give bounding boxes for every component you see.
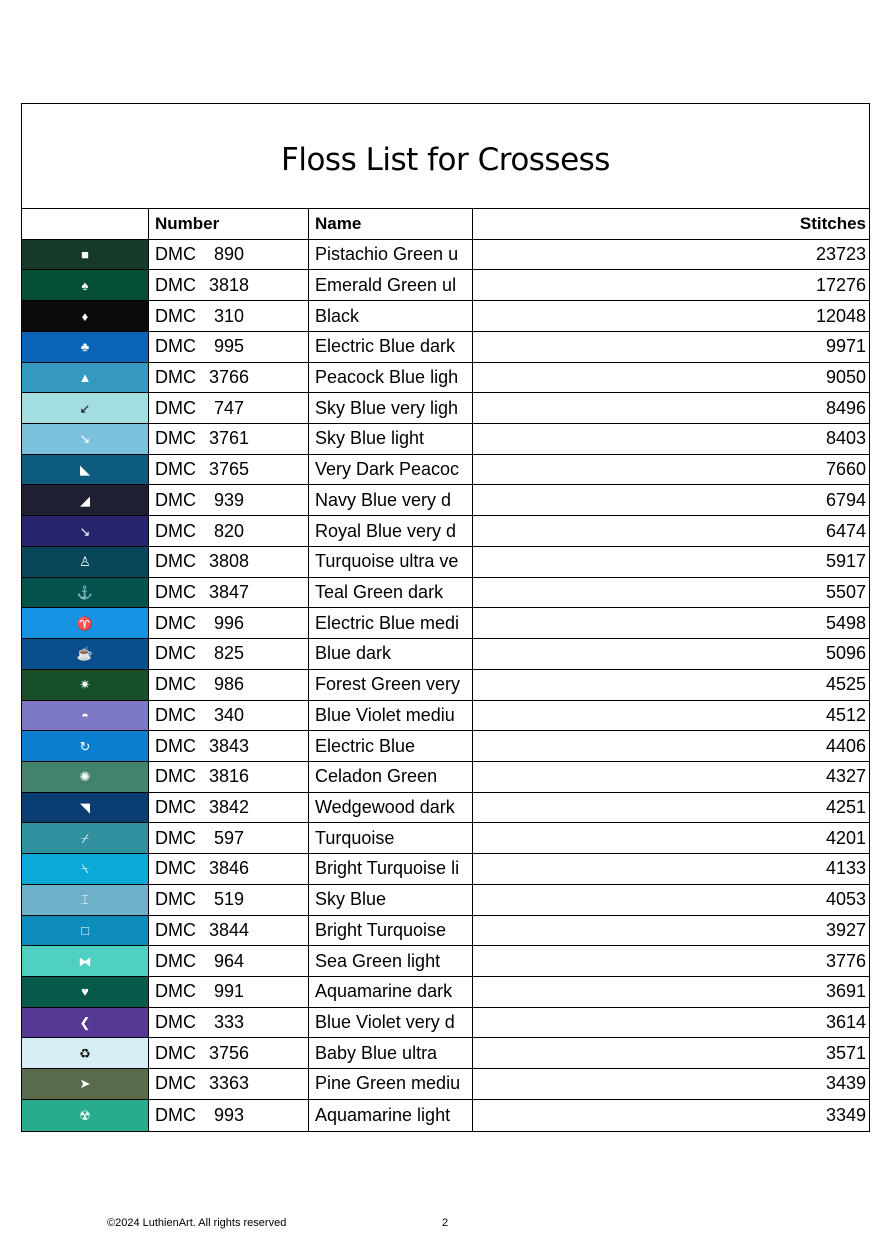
anchor-icon: ⚓ — [76, 584, 94, 600]
floss-name: Royal Blue very d — [309, 516, 473, 546]
stairs-up-icon: ⌿ — [81, 830, 89, 846]
table-row — [22, 916, 869, 947]
floss-name: Sky Blue very ligh — [309, 393, 473, 423]
floss-name: Aquamarine light — [309, 1100, 473, 1131]
hook-arrow-icon: ↘ — [79, 523, 91, 539]
table-row — [22, 670, 869, 701]
floss-name: Peacock Blue ligh — [309, 363, 473, 393]
floss-name: Very Dark Peacoc — [309, 455, 473, 485]
table-row — [22, 578, 869, 609]
floss-brand: DMC — [155, 428, 196, 449]
floss-code: 3818 — [208, 274, 250, 295]
spade-icon: ♠ — [81, 277, 89, 293]
table-row — [22, 270, 869, 301]
floss-number — [149, 731, 309, 761]
title-box — [22, 104, 869, 209]
stitch-count: 23723 — [815, 244, 866, 265]
floss-code: 964 — [213, 950, 245, 971]
header-symbol — [22, 209, 149, 239]
floss-name: Blue dark — [309, 639, 473, 669]
floss-number — [149, 547, 309, 577]
color-swatch — [22, 885, 149, 915]
radiation-icon: ☢ — [79, 1107, 91, 1123]
stitch-count: 3927 — [825, 919, 866, 940]
floss-brand: DMC — [155, 735, 196, 756]
floss-brand: DMC — [155, 919, 196, 940]
floss-number — [149, 977, 309, 1007]
floss-number — [149, 1008, 309, 1038]
stitch-count: 6794 — [825, 489, 866, 510]
stitch-count: 7660 — [825, 459, 866, 480]
floss-number — [149, 578, 309, 608]
table-row — [22, 301, 869, 332]
stitch-count: 4133 — [825, 858, 866, 879]
floss-name: Sky Blue light — [309, 424, 473, 454]
floss-number — [149, 762, 309, 792]
floss-code: 3808 — [208, 551, 250, 572]
header-stitches: Stitches — [799, 213, 866, 233]
floss-brand: DMC — [155, 520, 196, 541]
floss-brand: DMC — [155, 366, 196, 387]
color-swatch — [22, 455, 149, 485]
floss-code: 747 — [213, 397, 245, 418]
floss-brand: DMC — [155, 336, 196, 357]
table-row — [22, 1069, 869, 1100]
floss-brand: DMC — [155, 305, 196, 326]
color-swatch — [22, 977, 149, 1007]
color-swatch — [22, 485, 149, 515]
color-swatch — [22, 240, 149, 270]
floss-brand: DMC — [155, 827, 196, 848]
floss-code: 3765 — [208, 459, 250, 480]
table-row — [22, 731, 869, 762]
starburst-icon: ✷ — [79, 677, 91, 693]
page-title: Floss List for Crossess — [281, 142, 610, 178]
square-icon: ■ — [81, 247, 89, 263]
square-outline-icon: □ — [81, 922, 89, 938]
table-row — [22, 608, 869, 639]
floss-code: 3843 — [208, 735, 250, 756]
floss-code: 3846 — [208, 858, 250, 879]
color-swatch — [22, 332, 149, 362]
color-swatch — [22, 916, 149, 946]
table-row — [22, 363, 869, 394]
stitch-count: 3571 — [825, 1042, 866, 1063]
arrow-diagonal-down-left-icon: ↙ — [79, 400, 91, 416]
floss-number — [149, 608, 309, 638]
header-number: Number — [149, 209, 309, 239]
floss-code: 3847 — [208, 581, 250, 602]
floss-number — [149, 332, 309, 362]
stitch-count: 9971 — [825, 336, 866, 357]
floss-name: Electric Blue medi — [309, 608, 473, 638]
floss-code: 3842 — [208, 797, 250, 818]
table-row — [22, 639, 869, 670]
color-swatch — [22, 731, 149, 761]
floss-code: 991 — [213, 981, 245, 1002]
mug-icon: ☕ — [76, 646, 94, 662]
floss-name: Blue Violet mediu — [309, 701, 473, 731]
floss-brand: DMC — [155, 1104, 196, 1125]
floss-brand: DMC — [155, 612, 196, 633]
heart-circle-icon: ♥ — [81, 984, 89, 1000]
table-row — [22, 793, 869, 824]
triangle-upper-right-icon: ◥ — [80, 800, 90, 816]
table-row — [22, 455, 869, 486]
floss-number — [149, 916, 309, 946]
color-swatch — [22, 608, 149, 638]
color-swatch — [22, 793, 149, 823]
stitch-count: 3614 — [825, 1012, 866, 1033]
table-row — [22, 332, 869, 363]
color-swatch — [22, 1008, 149, 1038]
floss-name: Aquamarine dark — [309, 977, 473, 1007]
color-swatch — [22, 946, 149, 976]
floss-code: 333 — [213, 1012, 245, 1033]
triangle-lower-right-icon: ◢ — [80, 492, 90, 508]
floss-number — [149, 701, 309, 731]
floss-brand: DMC — [155, 858, 196, 879]
stitch-count: 6474 — [825, 520, 866, 541]
floss-number — [149, 270, 309, 300]
color-swatch — [22, 578, 149, 608]
floss-number — [149, 946, 309, 976]
floss-code: 3816 — [208, 766, 250, 787]
stitch-count: 4201 — [825, 827, 866, 848]
floss-number — [149, 424, 309, 454]
stitch-count: 4406 — [825, 735, 866, 756]
stitch-count: 5507 — [825, 581, 866, 602]
floss-code: 3761 — [208, 428, 250, 449]
table-row — [22, 240, 869, 271]
arrowhead-right-icon: ➤ — [79, 1076, 91, 1092]
table-row — [22, 885, 869, 916]
stitch-count: 4251 — [825, 797, 866, 818]
club-icon: ♣ — [80, 339, 90, 355]
floss-name: Blue Violet very d — [309, 1008, 473, 1038]
color-swatch — [22, 1069, 149, 1099]
color-swatch — [22, 301, 149, 331]
header-name: Name — [309, 209, 473, 239]
table-row — [22, 547, 869, 578]
color-swatch — [22, 639, 149, 669]
stitch-count: 5096 — [825, 643, 866, 664]
stitch-count: 3776 — [825, 950, 866, 971]
page-number: 2 — [442, 1217, 449, 1229]
color-swatch — [22, 270, 149, 300]
floss-code: 597 — [213, 827, 245, 848]
floss-name: Black — [309, 301, 473, 331]
stitch-count: 4327 — [825, 766, 866, 787]
floss-brand: DMC — [155, 643, 196, 664]
floss-name: Baby Blue ultra — [309, 1038, 473, 1068]
floss-number — [149, 1038, 309, 1068]
table-row — [22, 1038, 869, 1069]
floss-brand: DMC — [155, 244, 196, 265]
color-swatch — [22, 1100, 149, 1131]
color-swatch — [22, 762, 149, 792]
floss-brand: DMC — [155, 981, 196, 1002]
floss-number — [149, 240, 309, 270]
table-row — [22, 977, 869, 1008]
floss-number — [149, 823, 309, 853]
table-row — [22, 823, 869, 854]
floss-brand: DMC — [155, 1042, 196, 1063]
floss-number — [149, 301, 309, 331]
floss-brand: DMC — [155, 581, 196, 602]
stitch-count: 8403 — [825, 428, 866, 449]
stitch-count: 3691 — [825, 981, 866, 1002]
floss-brand: DMC — [155, 674, 196, 695]
table-row — [22, 946, 869, 977]
floss-brand: DMC — [155, 704, 196, 725]
bowtie-icon: ⧓ — [78, 953, 92, 969]
table-body — [22, 240, 869, 1131]
table-row — [22, 854, 869, 885]
recycle-icon: ♻ — [79, 1045, 91, 1061]
table-row — [22, 1008, 869, 1039]
color-swatch — [22, 854, 149, 884]
stitch-count: 5498 — [825, 612, 866, 633]
floss-name: Teal Green dark — [309, 578, 473, 608]
floss-name: Sea Green light — [309, 946, 473, 976]
floss-number — [149, 363, 309, 393]
color-swatch — [22, 424, 149, 454]
floss-code: 995 — [213, 336, 245, 357]
table-row — [22, 1100, 869, 1131]
floss-code: 3756 — [208, 1042, 250, 1063]
floss-brand: DMC — [155, 1012, 196, 1033]
floss-name: Bright Turquoise li — [309, 854, 473, 884]
figure-icon: ♙ — [79, 554, 91, 570]
floss-brand: DMC — [155, 1073, 196, 1094]
table-header-row — [22, 209, 869, 240]
floss-brand: DMC — [155, 274, 196, 295]
floss-list-table — [21, 103, 870, 1132]
floss-code: 993 — [213, 1104, 245, 1125]
floss-number — [149, 1100, 309, 1131]
floss-number — [149, 455, 309, 485]
stitch-count: 3439 — [825, 1073, 866, 1094]
floss-code: 939 — [213, 489, 245, 510]
mushroom-icon: ♈ — [76, 615, 94, 631]
dome-icon: ◓ — [81, 707, 89, 723]
floss-number — [149, 639, 309, 669]
arrow-up-icon: ▲ — [78, 369, 92, 385]
table-row — [22, 516, 869, 547]
floss-number — [149, 854, 309, 884]
stitch-count: 3349 — [825, 1104, 866, 1125]
floss-name: Wedgewood dark — [309, 793, 473, 823]
floss-brand: DMC — [155, 766, 196, 787]
floss-code: 310 — [213, 305, 245, 326]
floss-code: 996 — [213, 612, 245, 633]
floss-code: 820 — [213, 520, 245, 541]
stitch-count: 17276 — [815, 274, 866, 295]
floss-code: 340 — [213, 704, 245, 725]
floss-brand: DMC — [155, 889, 196, 910]
table-row — [22, 485, 869, 516]
floss-name: Turquoise ultra ve — [309, 547, 473, 577]
color-swatch — [22, 670, 149, 700]
floss-code: 3363 — [208, 1073, 250, 1094]
diamond-icon: ♦ — [81, 308, 89, 324]
stitch-count: 4525 — [825, 674, 866, 695]
triangle-lower-left-icon: ◣ — [80, 462, 90, 478]
stairs-down-icon: ⍀ — [81, 861, 89, 877]
floss-brand: DMC — [155, 397, 196, 418]
floss-number — [149, 793, 309, 823]
table-row — [22, 762, 869, 793]
floss-number — [149, 516, 309, 546]
color-swatch — [22, 393, 149, 423]
floss-name: Pistachio Green u — [309, 240, 473, 270]
floss-code: 825 — [213, 643, 245, 664]
floss-code: 890 — [213, 244, 245, 265]
ladder-icon: ⌶ — [81, 892, 89, 908]
stitch-count: 8496 — [825, 397, 866, 418]
color-swatch — [22, 823, 149, 853]
color-swatch — [22, 516, 149, 546]
sun-burst-icon: ✺ — [79, 769, 91, 785]
copyright-text: ©2024 LuthienArt. All rights reserved — [107, 1217, 287, 1229]
color-swatch — [22, 547, 149, 577]
floss-name: Electric Blue dark — [309, 332, 473, 362]
floss-brand: DMC — [155, 551, 196, 572]
floss-name: Bright Turquoise — [309, 916, 473, 946]
floss-number — [149, 393, 309, 423]
floss-brand: DMC — [155, 797, 196, 818]
chevron-left-icon: ❮ — [79, 1015, 91, 1031]
color-swatch — [22, 363, 149, 393]
arrow-diagonal-down-right-icon: ↘ — [79, 431, 91, 447]
floss-code: 3844 — [208, 919, 250, 940]
stitch-count: 4512 — [825, 704, 866, 725]
floss-code: 986 — [213, 674, 245, 695]
table-row — [22, 424, 869, 455]
color-swatch — [22, 1038, 149, 1068]
floss-code: 3766 — [208, 366, 250, 387]
floss-number — [149, 885, 309, 915]
floss-number — [149, 670, 309, 700]
table-row — [22, 393, 869, 424]
floss-name: Sky Blue — [309, 885, 473, 915]
floss-name: Navy Blue very d — [309, 485, 473, 515]
floss-brand: DMC — [155, 489, 196, 510]
floss-code: 519 — [213, 889, 245, 910]
floss-name: Electric Blue — [309, 731, 473, 761]
floss-name: Forest Green very — [309, 670, 473, 700]
floss-name: Pine Green mediu — [309, 1069, 473, 1099]
spiral-icon: ↻ — [79, 738, 91, 754]
floss-number — [149, 485, 309, 515]
color-swatch — [22, 701, 149, 731]
table-row — [22, 701, 869, 732]
stitch-count: 12048 — [815, 305, 866, 326]
floss-brand: DMC — [155, 459, 196, 480]
stitch-count: 9050 — [825, 366, 866, 387]
floss-brand: DMC — [155, 950, 196, 971]
stitch-count: 5917 — [825, 551, 866, 572]
floss-number — [149, 1069, 309, 1099]
floss-name: Emerald Green ul — [309, 270, 473, 300]
floss-name: Celadon Green — [309, 762, 473, 792]
floss-name: Turquoise — [309, 823, 473, 853]
stitch-count: 4053 — [825, 889, 866, 910]
